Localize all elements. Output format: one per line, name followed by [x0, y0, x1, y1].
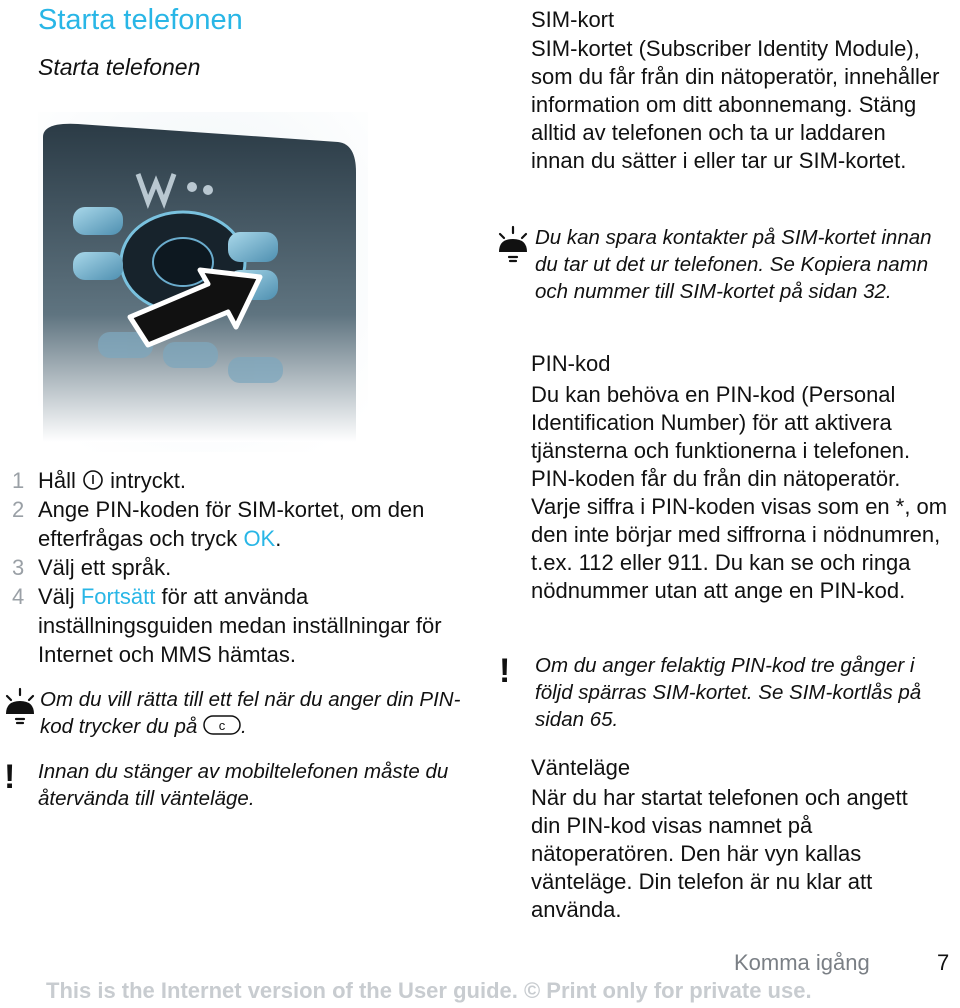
step-number: 4 — [12, 584, 25, 609]
tip-text: Om du vill rätta till ett fel när du anger din PIN-kod trycker du på — [40, 688, 461, 738]
warning-note: Innan du stänger av mobiltelefonen måste du återvända till vänteläge. — [38, 760, 449, 810]
startup-steps — [12, 466, 482, 669]
sim-heading: SIM-kort — [531, 7, 615, 32]
exclamation-warning-icon: ! — [499, 652, 511, 690]
power-key-icon — [82, 469, 104, 491]
sim-text: SIM-kortet (Subscriber Identity Module), som du får från din nätoperatör, innehåller information om ditt abonnemang. Stäng alltid av telefonen och ta ur laddaren innan du sätter i eller tar ur SIM-kortet. — [531, 36, 940, 173]
step-text: Håll — [38, 468, 76, 493]
list-item — [12, 495, 482, 553]
list-item — [12, 553, 482, 582]
page-number: 7 — [937, 950, 950, 975]
warning-note: Om du anger felaktig PIN-kod tre gånger i följd spärras SIM-kortet. Se SIM-kortlås på sidan 65. — [535, 654, 922, 731]
exclamation-warning-icon: ! — [4, 758, 16, 796]
tip-note — [40, 686, 480, 740]
standby-heading: Vänteläge — [531, 755, 631, 780]
page-title: Starta telefonen — [38, 4, 243, 36]
step-text: Välj — [38, 584, 75, 609]
tip-note: Du kan spara kontakter på SIM-kortet innan du tar ut det ur telefonen. Se Kopiera namn och nummer till SIM-kortet på sidan 32. — [535, 226, 932, 303]
list-item — [12, 582, 482, 669]
step-text: Välj ett språk. — [38, 555, 172, 580]
step-number: 2 — [12, 497, 25, 522]
phone-illustration — [38, 112, 368, 452]
standby-text: När du har startat telefonen och angett din PIN-kod visas namnet på nätoperatören. Den här vyn kallas vänteläge. Din telefon är nu klar att använda. — [531, 785, 908, 922]
step-number: 1 — [12, 468, 25, 493]
step-text: . — [275, 526, 282, 551]
step-text: intryckt. — [110, 468, 186, 493]
list-item — [12, 466, 482, 495]
tip-text: . — [240, 715, 247, 738]
c-key-icon — [203, 714, 241, 736]
step-text: för att använda inställningsguiden medan inställningar för Internet och MMS hämtas. — [38, 584, 442, 667]
pin-heading: PIN-kod — [531, 351, 611, 376]
step-number: 3 — [12, 555, 25, 580]
continue-softkey-label: Fortsätt — [80, 584, 156, 609]
lightbulb-tip-icon — [493, 224, 533, 264]
pin-text: Du kan behöva en PIN-kod (Personal Identification Number) för att aktivera tjänsterna och funktionerna i telefonen. PIN-koden får du från din nätoperatör. Varje siffra i PIN-koden visas som en *, om den inte börjar med siffrorna i nödnumren, t.ex. 112 eller 911. Du kan se och ringa nödnummer utan att ange en PIN-kod. — [531, 382, 948, 603]
lightbulb-tip-icon — [0, 686, 40, 726]
step-text: Ange PIN-koden för SIM-kortet, om den efterfrågas och tryck — [38, 497, 425, 551]
section-subtitle: Starta telefonen — [38, 54, 201, 80]
footer-section-title: Komma igång — [734, 950, 870, 975]
c-key-label: c — [218, 718, 226, 733]
ok-softkey-label: OK — [243, 526, 276, 551]
watermark: This is the Internet version of the User guide. © Print only for private use. — [46, 978, 812, 1003]
